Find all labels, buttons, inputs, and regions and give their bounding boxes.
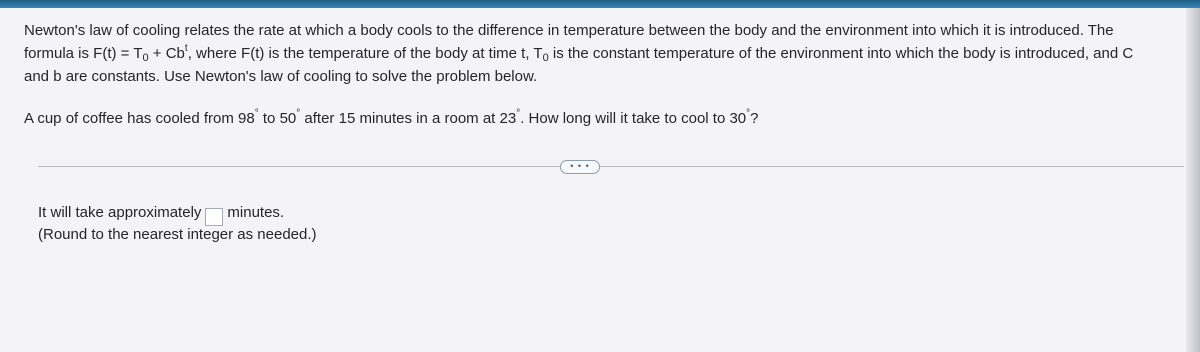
formula-text-c: , where F(t) is the temperature of the body at time t, T bbox=[187, 45, 543, 62]
problem-line-1: Newton's law of cooling relates the rate at which a body cools to the difference in temperature between the body and the environment into which it is introduced. The bbox=[24, 22, 1114, 39]
formula-text-a: formula is F(t) = T bbox=[24, 45, 143, 62]
formula-text-d: is the constant temperature of the environment into which the body is introduced, and C bbox=[548, 45, 1134, 62]
degree-symbol-1: ° bbox=[254, 108, 259, 119]
formula-superscript: t bbox=[184, 43, 188, 54]
question-part-d: . How long will it take to cool to 30 bbox=[520, 110, 747, 127]
expand-more-button[interactable]: • • • bbox=[560, 160, 600, 174]
answer-suffix: minutes. bbox=[227, 204, 285, 221]
problem-statement bbox=[24, 20, 1174, 89]
degree-symbol-2: ° bbox=[296, 108, 301, 119]
formula-text-b: + Cb bbox=[148, 45, 185, 62]
top-bar bbox=[0, 0, 1200, 8]
degree-symbol-3: ° bbox=[516, 108, 521, 119]
rounding-hint: (Round to the nearest integer as needed.) bbox=[38, 226, 317, 243]
formula-subscript-1: 0 bbox=[142, 52, 149, 64]
question-part-b: to 50 bbox=[258, 110, 297, 127]
question-part-c: after 15 minutes in a room at 23 bbox=[300, 110, 517, 127]
right-edge-shadow bbox=[1186, 8, 1200, 352]
section-divider bbox=[38, 166, 1184, 167]
question-part-a: A cup of coffee has cooled from 98 bbox=[24, 110, 255, 127]
answer-area bbox=[38, 202, 317, 246]
answer-input[interactable] bbox=[205, 208, 223, 226]
question-text bbox=[24, 108, 759, 130]
answer-prefix: It will take approximately bbox=[38, 204, 202, 221]
degree-symbol-4: ° bbox=[746, 108, 751, 119]
formula-subscript-2: 0 bbox=[542, 52, 549, 64]
problem-line-2 bbox=[24, 43, 1174, 66]
question-part-e: ? bbox=[750, 110, 759, 127]
problem-line-3: and b are constants. Use Newton's law of cooling to solve the problem below. bbox=[24, 68, 538, 85]
answer-line bbox=[38, 202, 317, 224]
